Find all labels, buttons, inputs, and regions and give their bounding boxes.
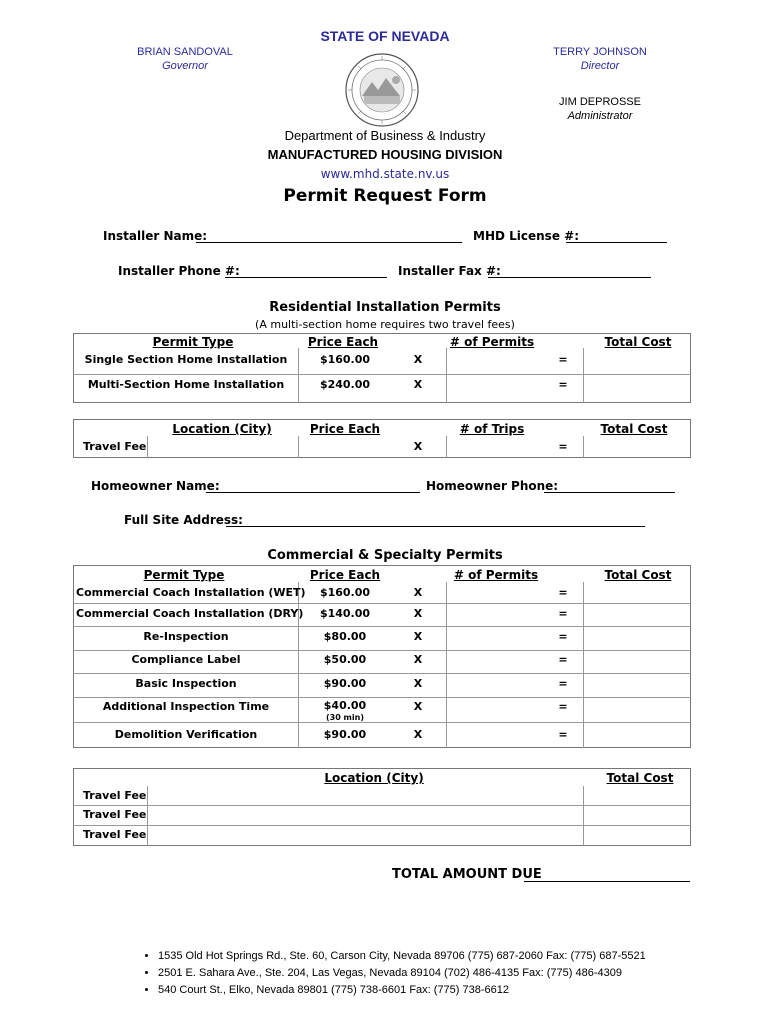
office-address-list [138,950,646,1001]
table-row-label: Single Section Home Installation [84,353,288,366]
price-each: $240.00 [319,378,371,391]
travel-fee-label: Travel Fee [83,828,147,841]
price-each: $160.00 [319,586,371,599]
travel-total-input[interactable] [585,437,689,457]
list-item: • 1535 Old Hot Springs Rd., Ste. 60, Carson City, Nevada 89706 (775) 687-2060 Fax: (775) 687-5521 [158,950,646,962]
times-sign: X [413,378,423,391]
equals-sign: = [558,653,568,666]
price-each: $140.00 [319,607,371,620]
res-header-price-each: Price Each [307,335,379,349]
website-link[interactable]: www.mhd.state.nv.us [320,167,450,181]
price-note: (30 min) [325,713,364,722]
director-title: Director [580,60,620,72]
commercial-title: Commercial & Specialty Permits [267,548,503,563]
mhd-license-label: MHD License #: [473,229,579,243]
travel-location-input[interactable] [149,826,581,845]
res-header-total-cost: Total Cost [604,335,672,349]
times-sign: X [413,353,423,366]
price-each: $50.00 [323,653,367,666]
total-cost-input[interactable] [585,605,689,625]
com-header-total-cost: Total Cost [604,568,672,582]
installer-name-field[interactable] [196,242,462,243]
com-header-num-permits: # of Permits [453,568,539,582]
travel-header-price-each: Price Each [309,422,381,436]
times-sign: X [413,677,423,690]
installer-phone-label: Installer Phone #: [118,264,240,278]
travel-header-location: Location (City) [172,422,272,436]
travel-location-input[interactable] [149,787,581,804]
table-row-label: Additional Inspection Time [102,700,270,713]
travel-total-input[interactable] [585,826,689,845]
installer-fax-label: Installer Fax #: [398,264,501,278]
equals-sign: = [558,440,568,453]
list-item: • 2501 E. Sahara Ave., Ste. 204, Las Vegas, Nevada 89104 (702) 486-4135 Fax: (775) 486-4309 [158,967,646,979]
travel-total-input[interactable] [585,787,689,804]
travel2-header-location: Location (City) [324,771,424,785]
administrator-title: Administrator [567,110,633,122]
price-each: $90.00 [323,677,367,690]
homeowner-phone-label: Homeowner Phone: [426,479,559,493]
table-row-label: Multi-Section Home Installation [87,378,285,391]
travel2-header-total-cost: Total Cost [606,771,674,785]
mhd-license-field[interactable] [566,242,667,243]
times-sign: X [413,607,423,620]
travel-location-input[interactable] [149,806,581,824]
table-row-label: Re-Inspection [143,630,229,643]
homeowner-name-field[interactable] [206,492,420,493]
homeowner-name-label: Homeowner Name: [91,479,220,493]
total-cost-input[interactable] [585,699,689,721]
administrator-name: JIM DEPROSSE [559,96,641,108]
governor-name: BRIAN SANDOVAL [137,46,233,58]
table-row-label: Commercial Coach Installation (WET) [76,586,306,599]
total-cost-input[interactable] [585,652,689,672]
division-name: MANUFACTURED HOUSING DIVISION [267,147,503,162]
times-sign: X [413,630,423,643]
residential-title: Residential Installation Permits [269,300,501,315]
travel-fee-label: Travel Fee [83,440,147,453]
travel-fee-label: Travel Fee [83,789,147,802]
installer-fax-field[interactable] [488,277,651,278]
director-name: TERRY JOHNSON [553,46,647,58]
total-amount-label: TOTAL AMOUNT DUE [392,867,542,882]
price-each: $90.00 [323,728,367,741]
times-sign: X [413,700,423,713]
homeowner-phone-field[interactable] [544,492,675,493]
travel-fee-label: Travel Fee [83,808,147,821]
site-address-field[interactable] [226,526,645,527]
times-sign: X [413,586,423,599]
res-header-permit-type: Permit Type [152,335,234,349]
table-row-label: Compliance Label [131,653,241,666]
travel-total-input[interactable] [585,806,689,824]
equals-sign: = [558,378,568,391]
equals-sign: = [558,728,568,741]
price-each: $40.00 [323,699,367,712]
total-cost-input[interactable] [585,628,689,649]
form-title: Permit Request Form [283,186,487,206]
total-amount-field[interactable] [524,881,690,882]
residential-note: (A multi-section home requires two travel fees) [255,318,515,331]
department-name: Department of Business & Industry [284,128,486,143]
total-cost-input[interactable] [585,724,689,747]
price-each: $80.00 [323,630,367,643]
times-sign: X [413,440,423,453]
equals-sign: = [558,353,568,366]
equals-sign: = [558,586,568,599]
times-sign: X [413,653,423,666]
com-header-permit-type: Permit Type [143,568,225,582]
governor-title: Governor [162,60,208,72]
travel-header-num-trips: # of Trips [459,422,525,436]
equals-sign: = [558,630,568,643]
installer-name-label: Installer Name: [103,229,208,243]
res-header-num-permits: # of Permits [449,335,535,349]
state-title: STATE OF NEVADA [320,28,450,44]
equals-sign: = [558,700,568,713]
total-cost-input[interactable] [585,675,689,696]
equals-sign: = [558,677,568,690]
state-seal-icon [344,52,420,128]
total-cost-input[interactable] [585,350,689,373]
price-each: $160.00 [319,353,371,366]
times-sign: X [413,728,423,741]
equals-sign: = [558,607,568,620]
table-row-label: Commercial Coach Installation (DRY) [76,607,304,620]
travel-location-input[interactable] [149,437,297,457]
installer-phone-field[interactable] [225,277,387,278]
total-cost-input[interactable] [585,584,689,602]
total-cost-input[interactable] [585,376,689,402]
travel-header-total-cost: Total Cost [600,422,668,436]
site-address-label: Full Site Address: [124,513,243,527]
list-item: • 540 Court St., Elko, Nevada 89801 (775) 738-6601 Fax: (775) 738-6612 [158,984,646,996]
com-header-price-each: Price Each [309,568,381,582]
table-row-label: Basic Inspection [135,677,237,690]
table-row-label: Demolition Verification [114,728,258,741]
